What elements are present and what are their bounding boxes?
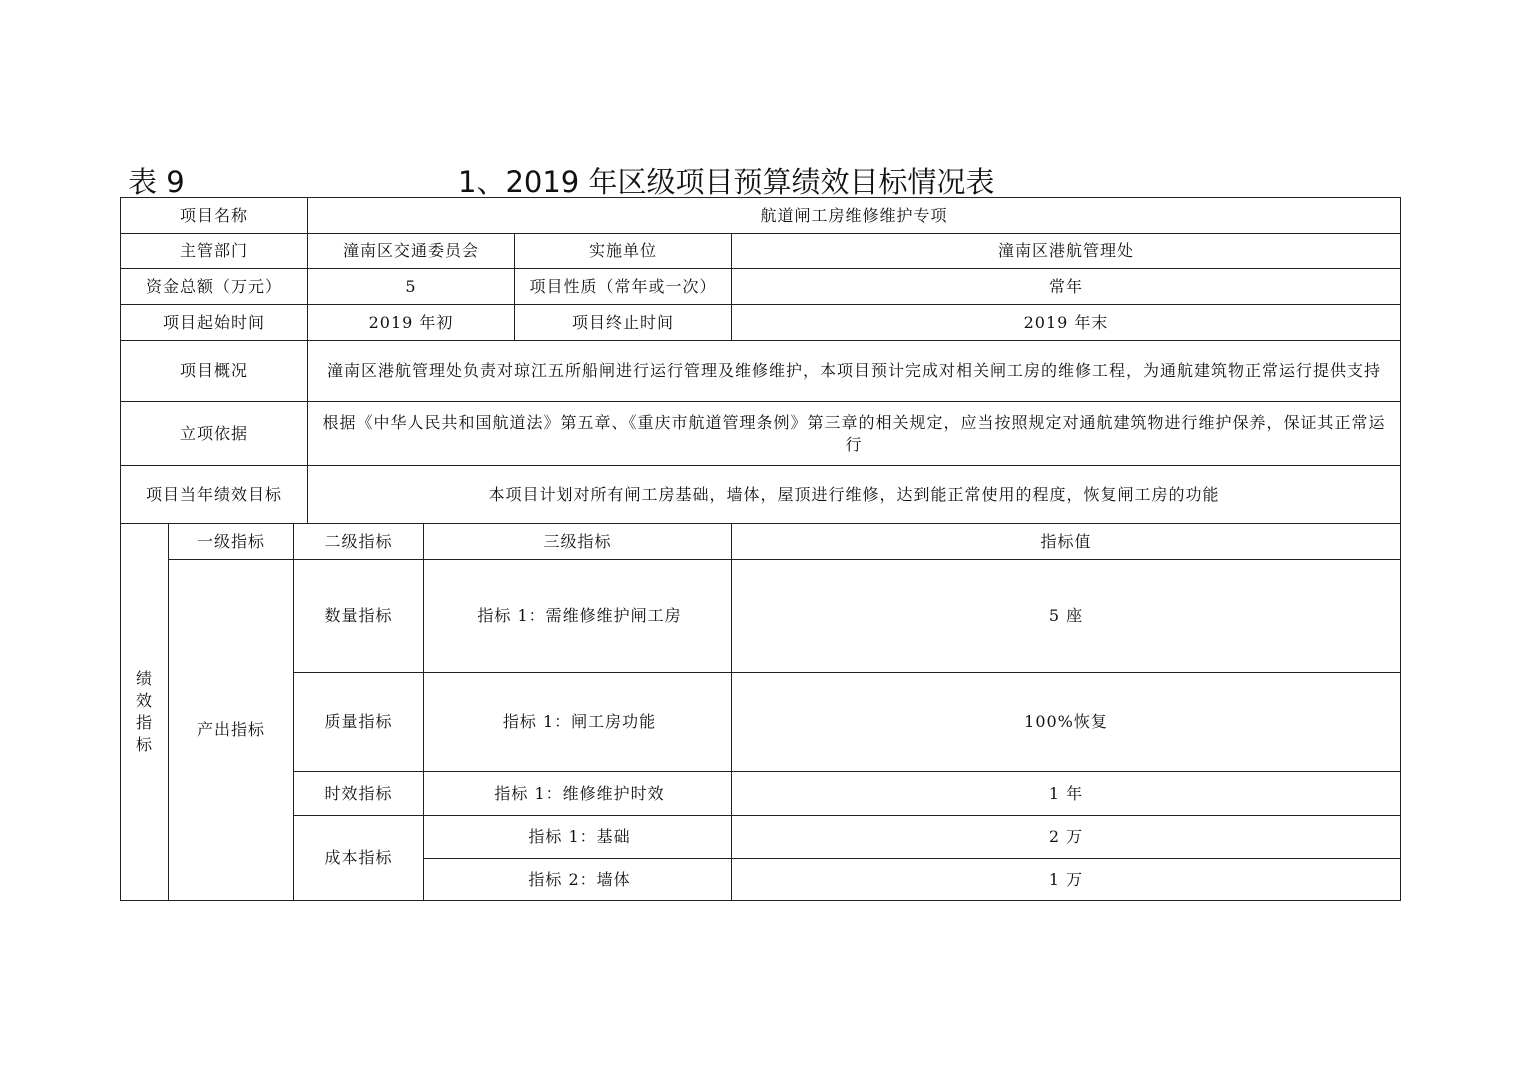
table-number: 表 9 — [128, 165, 185, 199]
basis-value: 根据《中华人民共和国航道法》第五章、《重庆市航道管理条例》第三章的相关规定，应当按照规定对通航建筑物进行维护保养，保证其正常运行 — [308, 402, 1401, 466]
level2-timeliness: 时效指标 — [294, 772, 424, 816]
overview-label: 项目概况 — [121, 341, 308, 402]
table-row — [121, 816, 1401, 859]
dept-value: 潼南区交通委员会 — [308, 234, 515, 269]
level3-item: 指标 1：闸工房功能 — [424, 673, 732, 772]
table-row — [121, 673, 1401, 772]
unit-value: 潼南区港航管理处 — [732, 234, 1401, 269]
header-value: 指标值 — [732, 524, 1401, 560]
header-level2: 二级指标 — [294, 524, 424, 560]
project-name-value: 航道闸工房维修维护专项 — [308, 198, 1401, 234]
table-row — [121, 772, 1401, 816]
table-row — [121, 305, 1401, 341]
nature-label: 项目性质（常年或一次） — [515, 269, 732, 305]
performance-table — [120, 197, 1401, 901]
basis-label: 立项依据 — [121, 402, 308, 466]
level1-output: 产出指标 — [169, 560, 294, 901]
fund-label: 资金总额（万元） — [121, 269, 308, 305]
project-name-label: 项目名称 — [121, 198, 308, 234]
level2-quality: 质量指标 — [294, 673, 424, 772]
start-value: 2019 年初 — [308, 305, 515, 341]
start-label: 项目起始时间 — [121, 305, 308, 341]
level3-item: 指标 1：需维修维护闸工房 — [424, 560, 732, 673]
end-label: 项目终止时间 — [515, 305, 732, 341]
indicator-value: 5 座 — [732, 560, 1401, 673]
level3-item: 指标 1：基础 — [424, 816, 732, 859]
fund-value: 5 — [308, 269, 515, 305]
indicator-value: 2 万 — [732, 816, 1401, 859]
overview-value: 潼南区港航管理处负责对琼江五所船闸进行运行管理及维修维护，本项目预计完成对相关闸工房的维修工程，为通航建筑物正常运行提供支持 — [308, 341, 1401, 402]
dept-label: 主管部门 — [121, 234, 308, 269]
title-row — [128, 158, 1400, 198]
level2-quantity: 数量指标 — [294, 560, 424, 673]
table-row — [121, 466, 1401, 524]
header-level1: 一级指标 — [169, 524, 294, 560]
indicator-value: 1 年 — [732, 772, 1401, 816]
end-value: 2019 年末 — [732, 305, 1401, 341]
goal-label: 项目当年绩效目标 — [121, 466, 308, 524]
table-row — [121, 524, 1401, 560]
header-level3: 三级指标 — [424, 524, 732, 560]
table-row — [121, 341, 1401, 402]
goal-value: 本项目计划对所有闸工房基础，墙体，屋顶进行维修，达到能正常使用的程度，恢复闸工房的功能 — [308, 466, 1401, 524]
table-row — [121, 269, 1401, 305]
level3-item: 指标 2：墙体 — [424, 859, 732, 901]
table-row — [121, 560, 1401, 673]
level3-item: 指标 1：维修维护时效 — [424, 772, 732, 816]
page-title: 1、2019 年区级项目预算绩效目标情况表 — [458, 165, 995, 199]
level2-cost: 成本指标 — [294, 816, 424, 901]
indicator-value: 1 万 — [732, 859, 1401, 901]
performance-indicator-side-label: 绩 效 指 标 — [121, 524, 169, 901]
unit-label: 实施单位 — [515, 234, 732, 269]
table-row — [121, 402, 1401, 466]
nature-value: 常年 — [732, 269, 1401, 305]
indicator-value: 100%恢复 — [732, 673, 1401, 772]
table-row — [121, 198, 1401, 234]
table-row — [121, 234, 1401, 269]
